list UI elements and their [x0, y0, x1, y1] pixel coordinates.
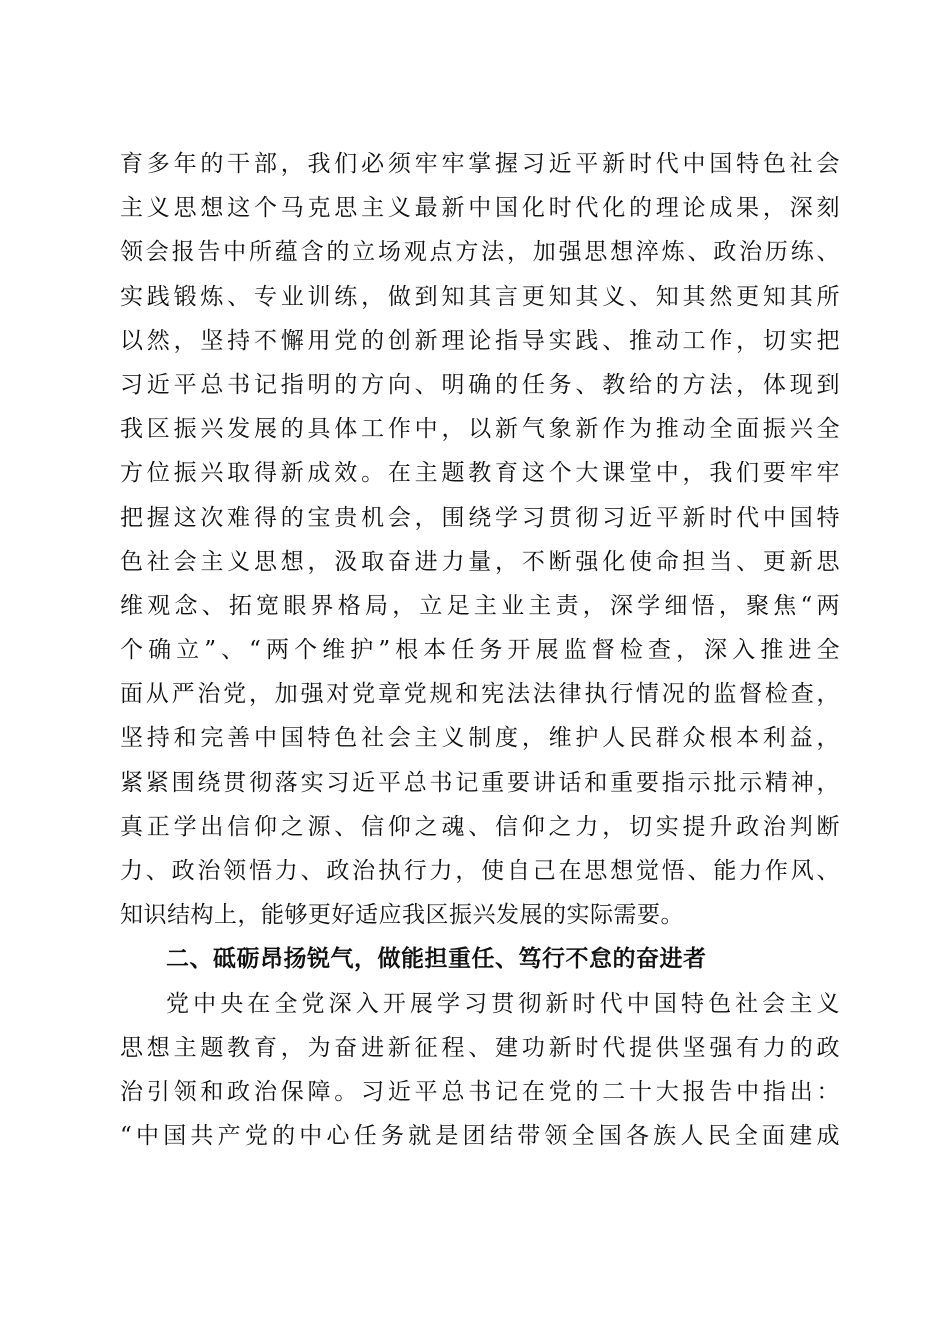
text-line: 育多年的干部，我们必须牢牢掌握习近平新时代中国特色社会 [120, 151, 840, 177]
text-line: 主义思想这个马克思主义最新中国化时代化的理论成果，深刻 [120, 195, 840, 222]
text-line: 色社会主义思想，汲取奋进力量，不断强化使命担当、更新思 [120, 548, 840, 575]
text-line: 我区振兴发展的具体工作中，以新气象新作为推动全面振兴全 [120, 416, 840, 443]
text-line: “中国共产党的中心任务就是团结带领全国各族人民全面建成 [120, 1123, 840, 1150]
text-line: 知识结构上，能够更好适应我区振兴发展的实际需要。 [120, 902, 684, 929]
text-line: 面从严治党，加强对党章党规和宪法法律执行情况的监督检查， [120, 681, 840, 708]
text-line: 紧紧围绕贯彻落实习近平总书记重要讲话和重要指示批示精神， [120, 769, 840, 796]
body-text [120, 142, 840, 1158]
text-line: 方位振兴取得新成效。在主题教育这个大课堂中，我们要牢牢 [120, 460, 840, 487]
text-line: 个确立”、“两个维护”根本任务开展监督检查，深入推进全 [120, 637, 840, 664]
text-line: 坚持和完善中国特色社会主义制度，维护人民群众根本利益， [120, 725, 840, 752]
text-line: 习近平总书记指明的方向、明确的任务、教给的方法，体现到 [120, 371, 840, 398]
text-line: 力、政治领悟力、政治执行力，使自己在思想觉悟、能力作风、 [120, 858, 840, 884]
text-line: 把握这次难得的宝贵机会，围绕学习贯彻习近平新时代中国特 [120, 504, 840, 531]
text-line: 思想主题教育，为奋进新征程、建功新时代提供坚强有力的政 [120, 1034, 840, 1061]
text-line: 治引领和政治保障。习近平总书记在党的二十大报告中指出： [120, 1078, 840, 1105]
text-line: 领会报告中所蕴含的立场观点方法，加强思想淬炼、政治历练、 [120, 239, 840, 266]
section-heading: 二、砥砺昂扬锐气，做能担重任、笃行不怠的奋进者 [166, 946, 707, 973]
text-line: 以然，坚持不懈用党的创新理论指导实践、推动工作，切实把 [120, 327, 840, 354]
paragraph-first-line: 党中央在全党深入开展学习贯彻新时代中国特色社会主义 [166, 990, 840, 1017]
text-line: 实践锻炼、专业训练，做到知其言更知其义、知其然更知其所 [120, 283, 840, 310]
text-line: 真正学出信仰之源、信仰之魂、信仰之力，切实提升政治判断 [120, 813, 840, 840]
text-line: 维观念、拓宽眼界格局，立足主业主责，深学细悟，聚焦“两 [120, 592, 840, 619]
